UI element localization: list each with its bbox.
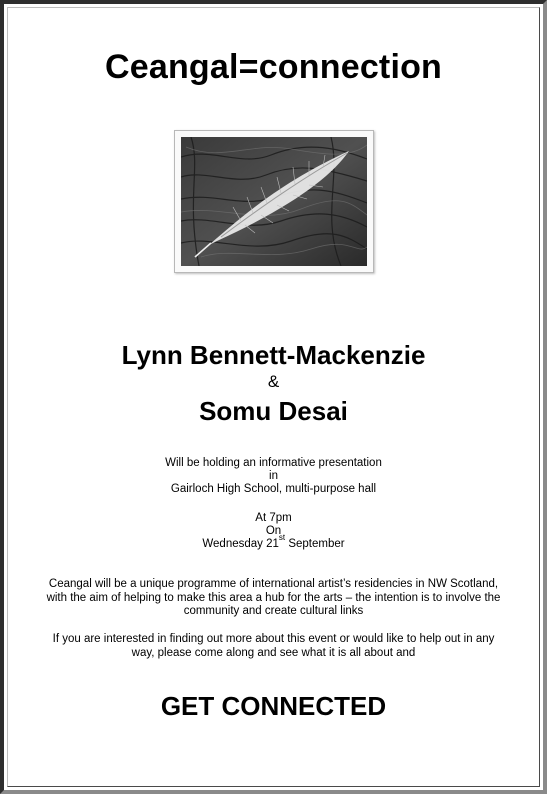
poster-title: Ceangal=connection <box>104 48 443 86</box>
date-suffix: st <box>278 533 286 543</box>
ampersand: & <box>267 372 280 391</box>
venue-line: Gairloch High School, multi-purpose hall <box>170 483 377 495</box>
date-month: September <box>285 538 345 550</box>
programme-description: Ceangal will be a unique programme of international artist’s residencies in NW Scotland, with the aim of helping to make this area a hub for the arts – the intention is to involve the community and create cultural links <box>46 578 501 617</box>
presentation-line: Will be holding an informative presentation <box>165 457 382 469</box>
date-prefix: Wednesday 21 <box>202 538 279 550</box>
artwork-frame <box>174 130 374 273</box>
date-line <box>0 533 547 551</box>
on-line: On <box>265 525 282 537</box>
closing-slogan: GET CONNECTED <box>160 691 387 721</box>
artist-name-2: Somu Desai <box>199 396 348 426</box>
feather-drawing-icon <box>181 137 367 266</box>
in-line: in <box>269 470 278 482</box>
invitation-text: If you are interested in finding out more about this event or would like to help out in any way, please come along and see what it is all about and <box>52 633 495 659</box>
time-line: At 7pm <box>255 512 292 524</box>
artist-name-1: Lynn Bennett-Mackenzie <box>121 340 426 370</box>
